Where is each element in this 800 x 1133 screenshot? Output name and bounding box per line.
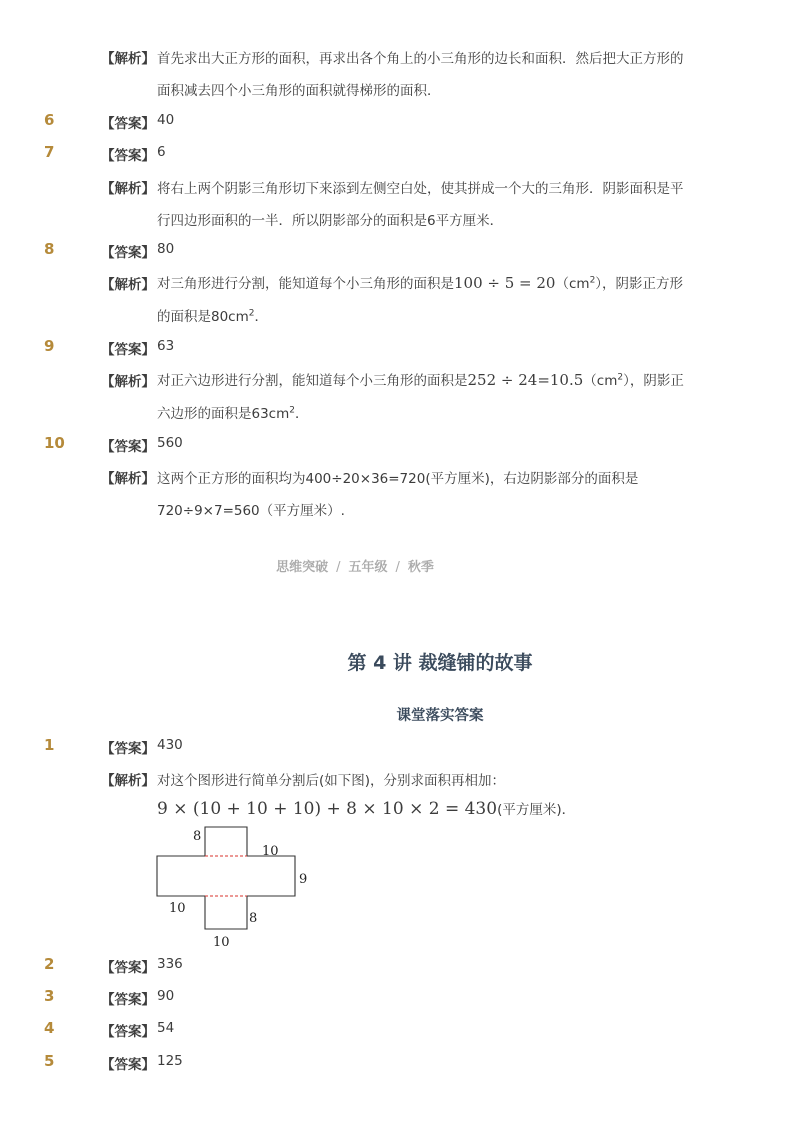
q9-explain-line2: 六边形的面积是$63cm^2$．	[157, 405, 309, 422]
label-bottom-right: 8	[249, 911, 258, 926]
explain-tag: 【解析】	[101, 374, 155, 390]
footer-season: 秋季	[407, 560, 434, 575]
label-bottom: 10	[213, 935, 230, 950]
q7-explain-line2: 行四边形面积的一半．所以阴影部分的面积是6平方厘米．	[157, 213, 504, 229]
question-number: 5	[44, 1052, 55, 1070]
question-number: 10	[44, 434, 65, 452]
label-top-right: 10	[262, 844, 279, 859]
answer-value: 560	[157, 435, 183, 451]
answer-tag: 【答案】	[101, 1057, 155, 1073]
question-number: 9	[44, 337, 55, 355]
footer-grade: 五年级	[348, 560, 388, 575]
section-title: 课堂落实答案	[396, 708, 484, 724]
q5-explain-line1: 首先求出大正方形的面积，再求出各个角上的小三角形的边长和面积．然后把大正方形的	[157, 51, 684, 67]
footer-book: 思维突破	[276, 560, 329, 575]
q7-explain-line1: 将右上两个阴影三角形切下来添到左侧空白处，使其拼成一个大的三角形．阴影面积是平	[157, 181, 684, 197]
cross-shape-figure	[150, 822, 320, 952]
answer-tag: 【答案】	[101, 116, 155, 132]
explain-tag: 【解析】	[101, 471, 155, 487]
question-number: 3	[44, 987, 55, 1005]
q1-formula: 9 × (10 + 10 + 10) + 8 × 10 × 2 = 430(平方厘米)．	[157, 799, 576, 819]
question-number: 7	[44, 143, 55, 161]
question-number: 2	[44, 955, 55, 973]
answer-value: 125	[157, 1053, 183, 1069]
q1-explain: 对这个图形进行简单分割后(如下图)，分别求面积再相加：	[157, 773, 506, 789]
answer-tag: 【答案】	[101, 342, 155, 358]
label-top-left: 8	[193, 829, 202, 844]
question-number: 6	[44, 111, 55, 129]
answer-value: 6	[157, 144, 166, 160]
q8-explain-line2: 的面积是$80cm^2$．	[157, 308, 268, 325]
q8-explain-line1: 对三角形进行分割，能知道每个小三角形的面积是$100 \div 5 = 20(cm^2)$，阴影正方形	[157, 274, 684, 292]
explain-tag: 【解析】	[101, 277, 155, 293]
answer-value: 90	[157, 988, 175, 1004]
question-number: 8	[44, 240, 55, 258]
q9-explain-line1: 对正六边形进行分割，能知道每个小三角形的面积是$252 \div 24=10.5(cm^2)$，阴影正	[157, 371, 684, 389]
q5-explain-line2: 面积减去四个小三角形的面积就得梯形的面积．	[157, 83, 441, 99]
label-bottom-left: 10	[169, 901, 186, 916]
explain-tag: 【解析】	[101, 773, 155, 789]
label-right: 9	[299, 872, 308, 887]
answer-tag: 【答案】	[101, 960, 155, 976]
answer-tag: 【答案】	[101, 1024, 155, 1040]
page-footer: 思维突破 / 五年级 / 秋季	[276, 560, 434, 575]
explain-tag: 【解析】	[101, 181, 155, 197]
q8-math: 100 ÷ 5 = 20	[454, 274, 556, 292]
answer-value: 80	[157, 241, 175, 257]
q9-math: 252 ÷ 24=10.5	[467, 371, 584, 389]
answer-tag: 【答案】	[101, 439, 155, 455]
answer-tag: 【答案】	[101, 992, 155, 1008]
explain-tag: 【解析】	[101, 51, 155, 67]
answer-value: 336	[157, 956, 183, 972]
lecture-title: 第 4 讲 裁缝铺的故事	[347, 652, 533, 674]
answer-value: 63	[157, 338, 175, 354]
answer-tag: 【答案】	[101, 741, 155, 757]
q10-explain-line2: 720÷9×7=560（平方厘米）.	[157, 503, 345, 519]
answer-tag: 【答案】	[101, 245, 155, 261]
answer-value: 40	[157, 112, 175, 128]
question-number: 4	[44, 1019, 55, 1037]
answer-value: 430	[157, 737, 183, 753]
answer-tag: 【答案】	[101, 148, 155, 164]
q10-explain-line1: 这两个正方形的面积均为400÷20×36=720(平方厘米)，右边阴影部分的面积是	[157, 471, 639, 487]
question-number: 1	[44, 736, 55, 754]
answer-value: 54	[157, 1020, 175, 1036]
